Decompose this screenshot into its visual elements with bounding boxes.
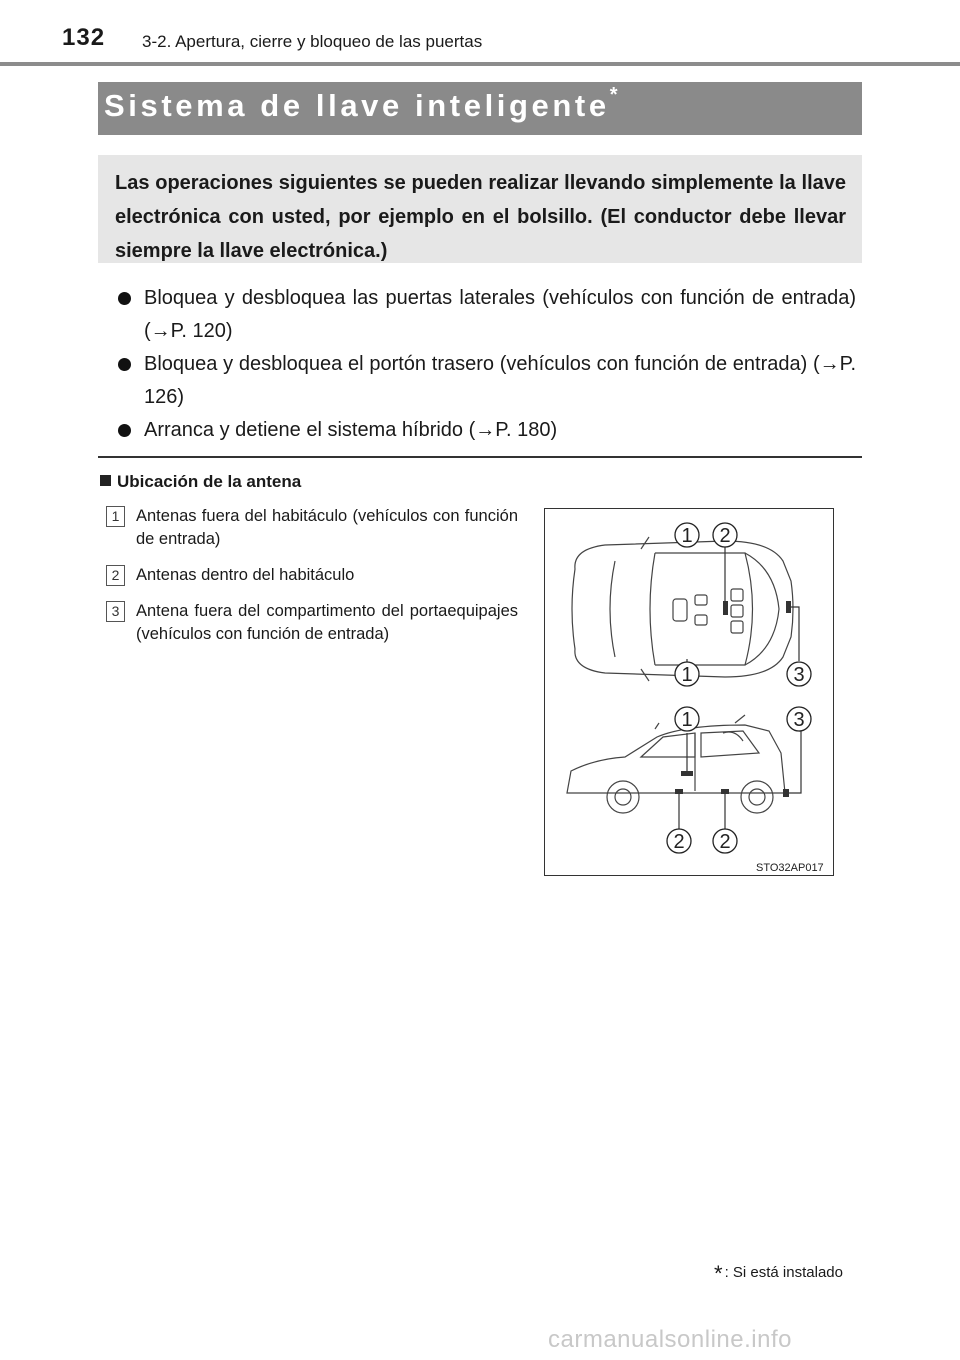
car-diagram (545, 509, 832, 874)
intro-box (98, 155, 862, 263)
subsection-title (100, 472, 301, 492)
footnote (714, 1261, 843, 1287)
bullet-list (116, 282, 856, 447)
page-title (104, 84, 618, 124)
antenna-list (106, 505, 518, 659)
figure-callouts (667, 523, 811, 853)
callout-label: 2 (673, 831, 685, 853)
bullet-text: Arranca y detiene el sistema híbrido (→P. 180) (144, 419, 558, 441)
bullet-dot-icon (118, 358, 131, 371)
square-bullet-icon (100, 475, 111, 486)
callout-label: 2 (719, 525, 731, 547)
bullet-item (116, 414, 856, 447)
callout-label: 1 (681, 709, 693, 731)
car-top-view (572, 537, 793, 681)
section-divider (98, 456, 862, 458)
car-side-view (567, 715, 785, 813)
callout-label: 3 (793, 709, 805, 731)
bullet-dot-icon (118, 424, 131, 437)
bullet-dot-icon (118, 292, 131, 305)
title-text: Sistema de llave inteligente (104, 88, 610, 123)
callout-label: 2 (719, 831, 731, 853)
bullet-item (116, 282, 856, 348)
callout-label: 3 (793, 664, 805, 686)
footnote-marker: * (714, 1261, 723, 1286)
leader-lines (679, 539, 801, 831)
intro-text: Las operaciones siguientes se pueden realizar llevando simplemente la llave electrónica con usted, por ejemplo en el bolsillo. (El conductor debe llevar siempre la llave electrónica.) (115, 172, 846, 262)
watermark: carmanualsonline.info (548, 1326, 792, 1353)
figure-code: STO32AP017 (756, 862, 824, 874)
antenna-number-badge: 3 (106, 601, 125, 622)
title-marker: * (609, 84, 618, 106)
antenna-item-text: Antenas fuera del habitáculo (vehículos con función de entrada) (136, 507, 518, 548)
subsection-title-text: Ubicación de la antena (117, 472, 302, 491)
callout-label: 1 (681, 525, 693, 547)
antenna-item (106, 505, 518, 551)
antenna-item (106, 564, 518, 587)
antenna-marker (681, 771, 693, 776)
antenna-marker (721, 789, 729, 794)
antenna-number-badge: 2 (106, 565, 125, 586)
antenna-item (106, 600, 518, 646)
header-divider (0, 62, 960, 66)
breadcrumb: 3-2. Apertura, cierre y bloqueo de las puertas (142, 32, 483, 51)
antenna-marker (783, 789, 789, 797)
bullet-text: Bloquea y desbloquea las puertas laterales (vehículos con función de entrada) (→P. 120) (144, 287, 856, 342)
bullet-text: Bloquea y desbloquea el portón trasero (vehículos con función de entrada) (→P. 126) (144, 353, 856, 408)
bullet-item (116, 348, 856, 414)
antenna-item-text: Antenas dentro del habitáculo (136, 566, 355, 584)
footnote-text: : Si está instalado (724, 1264, 843, 1281)
antenna-location-figure (544, 508, 834, 876)
antenna-number-badge: 1 (106, 506, 125, 527)
page-number: 132 (62, 24, 106, 51)
antenna-marker (675, 789, 683, 794)
callout-label: 1 (681, 664, 693, 686)
antenna-item-text: Antena fuera del compartimento del portaequipajes (vehículos con función de entrada) (136, 602, 518, 643)
